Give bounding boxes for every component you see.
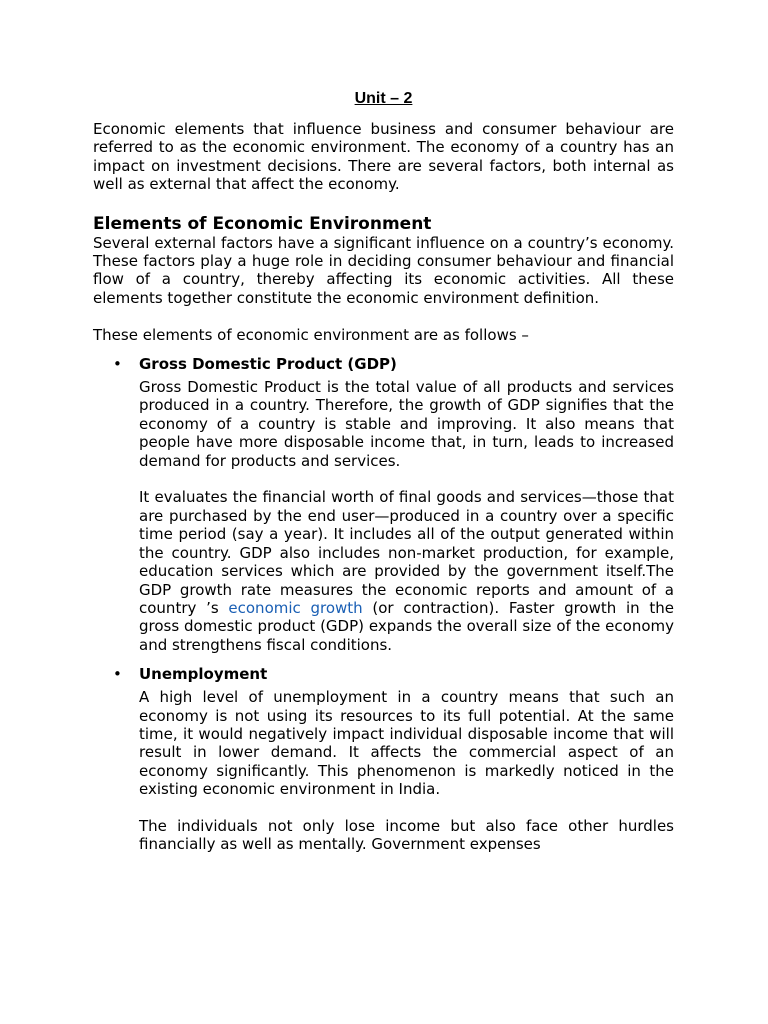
section-paragraph: Several external factors have a significant influence on a country’s economy. These factors play a huge role in deciding consumer behaviour and financial flow of a country, thereby affecting its economic activities. All these elements together constitute the economic environment definition. <box>93 233 674 307</box>
gdp-paragraph-2-tail: (or contraction). Faster growth in the gross domestic product (GDP) expands the overall size of the economy and strengthens fiscal conditions. <box>139 598 674 654</box>
bullet-icon: • <box>113 355 122 374</box>
unemployment-paragraph-1: A high level of unemployment in a country means that such an economy is not using its resources to its full potential. At the same time, it would negatively impact individual disposable income that will result in lower demand. It affects the commercial aspect of an economy significantly. This phenomenon is markedly noticed in the existing economic environment in India. <box>139 688 674 799</box>
gdp-paragraph-2-text: It evaluates the financial worth of final goods and services—those that are purchased by the end user—produced in a country over a specific time period (say a year). It includes all of the output generated within the country. GDP also includes non-market production, for example, education services which are provided by the government itself.The GDP growth rate measures the economic reports and amount of a country ’s <box>139 488 674 617</box>
spacer <box>139 799 674 817</box>
list-lead-text: These elements of economic environment are as follows – <box>93 325 529 344</box>
bullet-icon: • <box>113 665 122 684</box>
economic-growth-link[interactable]: economic growth <box>228 598 363 617</box>
unemployment-heading: Unemployment <box>139 665 268 684</box>
gdp-heading: Gross Domestic Product (GDP) <box>139 355 397 374</box>
list-item-gdp <box>93 354 674 654</box>
unemployment-paragraph-2: The individuals not only lose income but also face other hurdles financially as well as mentally. Government expenses <box>139 816 674 854</box>
spacer <box>139 470 674 488</box>
spacer <box>93 307 674 325</box>
intro-paragraph: Economic elements that influence business and consumer behaviour are referred to as the economic environment. The economy of a country has an impact on investment decisions. There are several factors, both internal as well as external that affect the economy. <box>93 120 674 194</box>
list-item-unemployment <box>93 664 674 854</box>
gdp-paragraph-2 <box>139 488 674 654</box>
page-title: Unit – 2 <box>354 90 413 107</box>
gdp-paragraph-1: Gross Domestic Product is the total value of all products and services produced in a country. Therefore, the growth of GDP signifies that the economy of a country is stable and improving. It also means that people have more disposable income that, in turn, leads to increased demand for products and services. <box>139 378 674 470</box>
document-page <box>93 88 674 864</box>
section-heading: Elements of Economic Environment <box>93 213 432 234</box>
elements-list <box>93 354 674 854</box>
